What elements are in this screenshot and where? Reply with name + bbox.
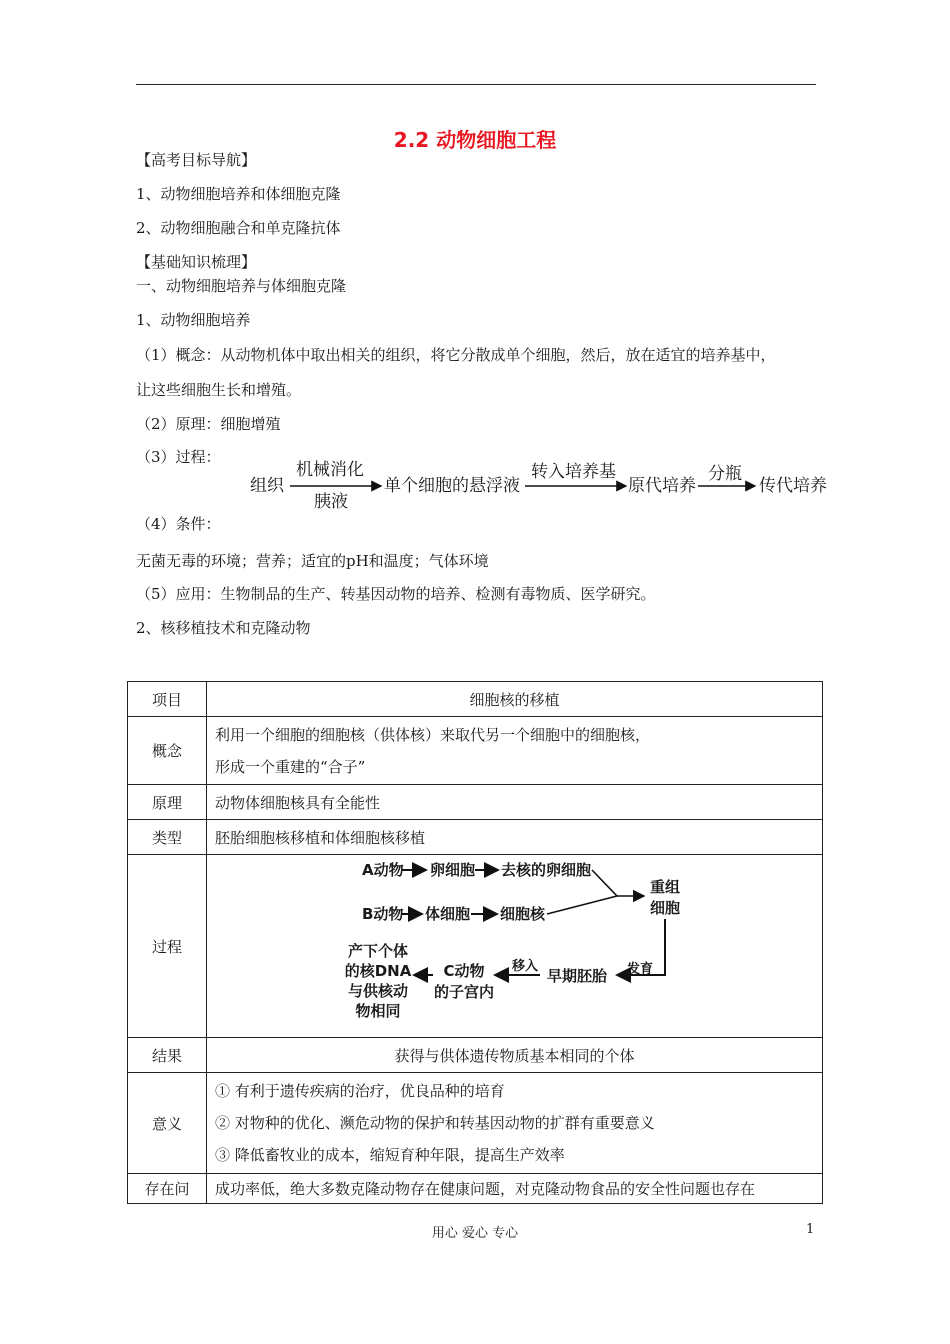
merge-line-bottom [547,896,617,914]
row-value-process [207,855,823,1038]
concept-line-1: （1）概念：从动物机体中取出相关的组织，将它分散成单个细胞，然后，放在适宜的培养基中， [136,346,776,364]
flow-node-primary-culture: 原代培养 [628,476,696,496]
subsection-2-heading: 2、核移植技术和克隆动物 [136,619,311,637]
page-number: 1 [806,1222,815,1237]
row-label-item: 项目 [128,682,207,717]
significance-item-1: ① 有利于遗传疾病的治疗，优良品种的培育 [215,1082,505,1100]
table-row [128,1174,823,1204]
row-value-result: 获得与供体遗传物质基本相同的个体 [207,1038,823,1073]
row-label-principle: 原理 [128,785,207,820]
header-rule [136,84,816,85]
node-recombined-cell: 重组 细胞 [649,878,680,917]
diagram-arrows [207,857,817,1035]
significance-item-3: ③ 降低畜牧业的成本，缩短育种年限，提高生产效率 [215,1146,565,1164]
goal-item-1: 1、动物细胞培养和体细胞克隆 [136,185,341,203]
section-nav-heading: 【高考目标导航】 [136,151,257,169]
goal-item-2: 2、动物细胞融合和单克隆抗体 [136,219,341,237]
node-offspring: 产下个体 的核DNA 与供核动 物相同 [344,942,412,1020]
row-label-problems: 存在问 [128,1174,207,1204]
nuclear-transfer-table [127,681,823,1204]
flow-label-mechanical-digestion: 机械消化 [296,460,364,480]
page-title: 2.2 动物细胞工程 [393,128,557,152]
table-row [128,1038,823,1073]
row-label-concept: 概念 [128,717,207,785]
concept-line-2: 让这些细胞生长和增殖。 [136,381,302,399]
part-1-heading: 一、动物细胞培养与体细胞克隆 [136,277,347,295]
row-label-significance: 意义 [128,1073,207,1174]
node-b-animal: B动物 [362,905,404,923]
flow-node-tissue: 组织 [250,476,284,496]
significance-item-2: ② 对物种的优化、濒危动物的保护和转基因动物的扩群有重要意义 [215,1114,655,1132]
label-transfer: 移入 [512,959,539,974]
label-develop: 发育 [627,962,654,977]
page-footer: 用心 爱心 专心 [431,1226,519,1241]
condition-text: 无菌无毒的环境；营养；适宜的pH和温度；气体环境 [136,552,489,570]
condition-label: （4）条件： [136,515,221,533]
subsection-1-heading: 1、动物细胞培养 [136,311,251,329]
table-row [128,820,823,855]
node-a-animal: A动物 [362,861,404,879]
principle-line: （2）原理：细胞增殖 [136,415,281,433]
row-value-problems: 成功率低，绝大多数克隆动物存在健康问题，对克隆动物食品的安全性问题也存在 [207,1174,823,1204]
row-value-types: 胚胎细胞核移植和体细胞核移植 [207,820,823,855]
row-value-principle: 动物体细胞核具有全能性 [207,785,823,820]
table-row [128,785,823,820]
table-row [128,855,823,1038]
row-label-types: 类型 [128,820,207,855]
flow-label-subdivide: 分瓶 [708,464,742,484]
node-enucleated-egg: 去核的卵细胞 [501,861,592,879]
row-value-significance [207,1073,823,1174]
row-value-header: 细胞核的移植 [207,682,823,717]
row-value-concept [207,717,823,785]
section-basic-heading: 【基础知识梳理】 [136,253,257,271]
culture-process-flow [240,456,840,516]
flow-label-transfer-medium: 转入培养基 [531,462,616,482]
table-row [128,717,823,785]
table-row [128,682,823,717]
row-label-result: 结果 [128,1038,207,1073]
nuclear-transfer-diagram [207,857,817,1035]
node-egg-cell: 卵细胞 [430,861,476,879]
node-early-embryo: 早期胚胎 [547,967,608,985]
node-cell-nucleus: 细胞核 [500,905,546,923]
flow-node-single-cell-suspension: 单个细胞的悬浮液 [384,476,520,496]
merge-line-top [592,870,617,896]
flow-label-pancreatin: 胰液 [314,492,348,512]
concept-text-2: 形成一个重建的“合子” [215,757,366,776]
flow-node-subculture: 传代培养 [759,476,827,496]
table-row [128,1073,823,1174]
process-label: （3）过程： [136,448,221,466]
row-label-process: 过程 [128,855,207,1038]
concept-text-1: 利用一个细胞的细胞核（供体核）来取代另一个细胞中的细胞核， [215,725,651,744]
application-line: （5）应用：生物制品的生产、转基因动物的培养、检测有毒物质、医学研究。 [136,585,656,603]
node-somatic-cell: 体细胞 [425,905,471,923]
node-c-animal-uterus: C动物 的子宫内 [433,962,494,1001]
